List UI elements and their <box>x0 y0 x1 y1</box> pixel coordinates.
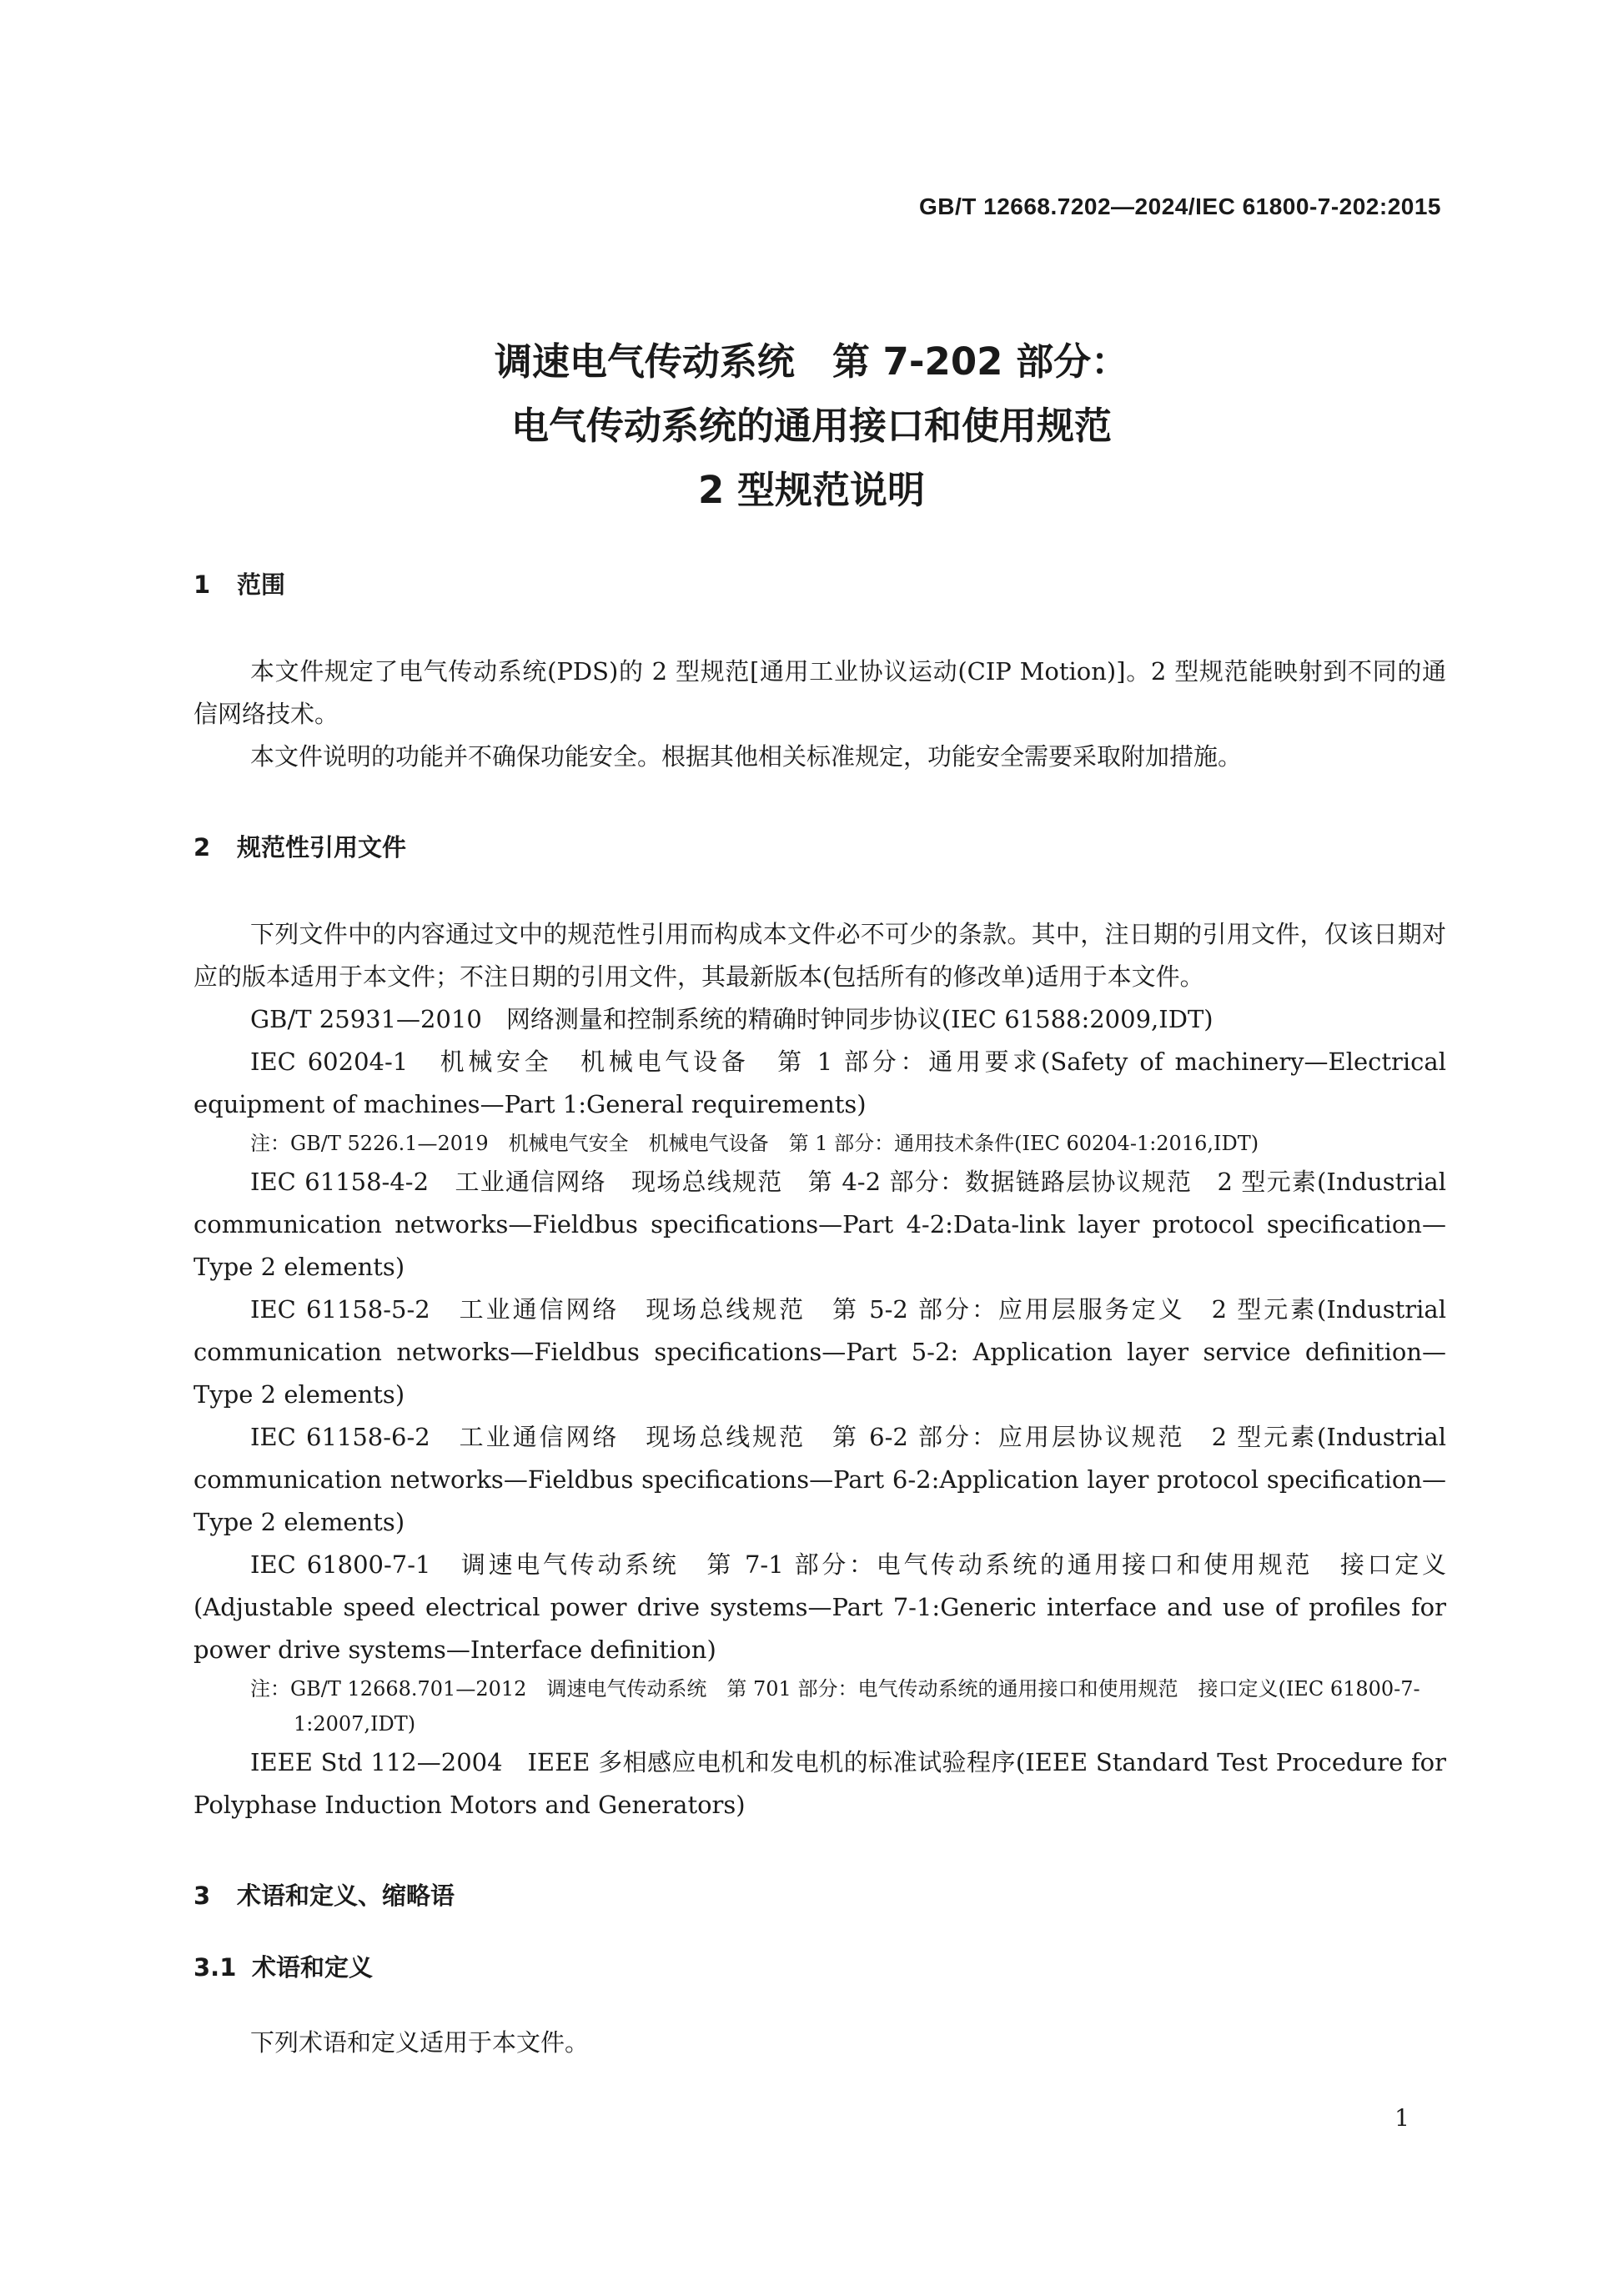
reference-item: IEC 61158-5-2 工业通信网络 现场总线规范 第 5-2 部分：应用层服务定义 2 型元素(Industrial communication networks—Fieldbus specifications—Part 5-2: Application layer service definition—Type 2 elements) <box>193 1295 1446 1409</box>
section-number: 2 <box>193 833 211 862</box>
subsection-3-1-heading <box>193 1950 1446 1985</box>
section-1-heading <box>193 567 1446 602</box>
scope-paragraph-1: 本文件规定了电气传动系统(PDS)的 2 型规范[通用工业协议运动(CIP Motion)]。2 型规范能映射到不同的通信网络技术。 <box>193 657 1446 728</box>
section-2-heading <box>193 830 1446 865</box>
reference-note: 注：GB/T 5226.1—2019 机械电气安全 机械电气设备 第 1 部分：通用技术条件(IEC 60204-1:2016,IDT) <box>250 1132 1259 1155</box>
reference-item: IEC 61158-6-2 工业通信网络 现场总线规范 第 6-2 部分：应用层协议规范 2 型元素(Industrial communication networks—Fieldbus specifications—Part 6-2:Application layer protocol specification—Type 2 elements) <box>193 1423 1446 1536</box>
page-number: 1 <box>1394 2104 1409 2132</box>
reference-item: GB/T 25931—2010 网络测量和控制系统的精确时钟同步协议(IEC 61588:2009,IDT) <box>250 1005 1213 1033</box>
section-3-heading <box>193 1878 1446 1913</box>
title-line-2: 电气传动系统的通用接口和使用规范 <box>510 404 1112 448</box>
reference-item: IEEE Std 112—2004 IEEE 多相感应电机和发电机的标准试验程序(IEEE Standard Test Procedure for Polyphase Induction Motors and Generators) <box>193 1748 1446 1819</box>
document-body <box>193 567 1446 2064</box>
subsection-number: 3.1 <box>193 1953 237 1982</box>
section-number: 3 <box>193 1882 211 1910</box>
section-title: 规范性引用文件 <box>237 833 407 862</box>
section-number: 1 <box>193 570 211 599</box>
scope-paragraph-2: 本文件说明的功能并不确保功能安全。根据其他相关标准规定，功能安全需要采取附加措施。 <box>250 742 1243 771</box>
terms-paragraph: 下列术语和定义适用于本文件。 <box>250 2028 590 2057</box>
subsection-title: 术语和定义 <box>252 1953 374 1982</box>
reference-item: IEC 60204-1 机械安全 机械电气设备 第 1 部分：通用要求(Safety of machinery—Electrical equipment of machines—Part 1:General requirements) <box>193 1048 1446 1118</box>
section-title: 术语和定义、缩略语 <box>237 1882 455 1910</box>
standard-code: GB/T 12668.7202—2024/IEC 61800-7-202:2015 <box>918 193 1441 219</box>
reference-item: IEC 61158-4-2 工业通信网络 现场总线规范 第 4-2 部分：数据链路层协议规范 2 型元素(Industrial communication networks—Fieldbus specifications—Part 4-2:Data-link layer protocol specification—Type 2 elements) <box>193 1168 1446 1281</box>
reference-note: 注：GB/T 12668.701—2012 调速电气传动系统 第 701 部分：电气传动系统的通用接口和使用规范 接口定义(IEC 61800-7-1:2007,IDT) <box>250 1677 1420 1736</box>
document-title <box>0 329 1623 522</box>
section-title: 范围 <box>237 570 286 599</box>
references-intro: 下列文件中的内容通过文中的规范性引用而构成本文件必不可少的条款。其中，注日期的引用文件，仅该日期对应的版本适用于本文件；不注日期的引用文件，其最新版本(包括所有的修改单)适用于本文件。 <box>193 920 1446 991</box>
title-line-1: 调速电气传动系统 第 7-202 部分： <box>494 339 1129 384</box>
reference-item: IEC 61800-7-1 调速电气传动系统 第 7-1 部分：电气传动系统的通用接口和使用规范 接口定义(Adjustable speed electrical power drive systems—Part 7-1:Generic interface and use of profiles for power drive systems—Interface definition) <box>193 1550 1446 1664</box>
title-line-3: 2 型规范说明 <box>698 468 925 512</box>
